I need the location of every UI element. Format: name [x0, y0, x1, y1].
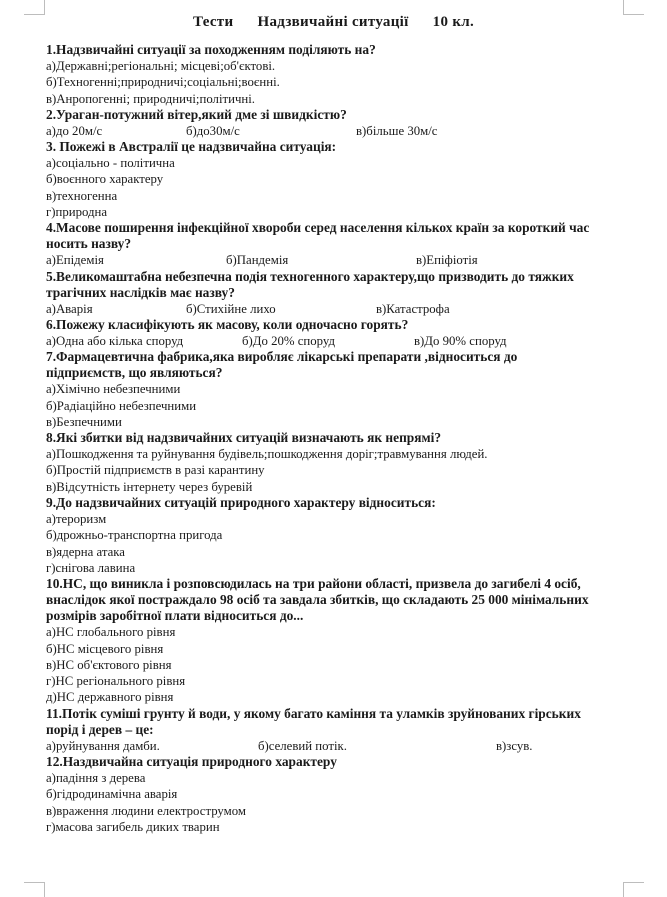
question-text	[46, 754, 636, 770]
question-block	[46, 139, 636, 220]
question-block	[46, 754, 636, 835]
answer-option: в)До 90% споруд	[414, 333, 507, 348]
question-line: носить назву?	[46, 236, 132, 252]
answer-option: б)Радіаційно небезпечними	[46, 398, 197, 413]
answer-option: б)Пандемія	[226, 253, 289, 268]
question-block	[46, 349, 636, 430]
question-text	[46, 495, 636, 511]
answer-option: в)ядерна атака	[46, 544, 125, 559]
question-text	[46, 317, 636, 333]
question-line: 7.Фармацевтична фабрика,яка виробляє лікарські препарати ,відноситься до	[46, 349, 518, 365]
answer-option: а)Аварія	[46, 301, 93, 316]
question-line: порід і дерев – це:	[46, 721, 154, 737]
answer-options-row	[46, 738, 636, 754]
question-line: 1.Надзвичайні ситуації за походженням поділяють на?	[46, 42, 376, 57]
question-line: 6.Пожежу класифікують як масову, коли одночасно горять?	[46, 316, 409, 332]
answer-option: а)Хімічно небезпечними	[46, 382, 181, 397]
question-text	[46, 430, 636, 446]
question-line: 4.Масове поширення інфекційної хвороби серед населення кількох країн за короткий час	[46, 220, 590, 236]
question-block	[46, 495, 636, 576]
answer-option: в)НС об'єктового рівня	[46, 657, 172, 672]
title-right: 10 кл.	[432, 14, 475, 30]
answer-option: в)Відсутність інтернету через буревій	[46, 479, 253, 494]
answer-option: г)снігова лавина	[46, 560, 136, 575]
question-text	[46, 576, 636, 624]
answer-option: в)Анропогенні; природничі;політичні.	[46, 91, 255, 106]
answer-option: б)селевий потік.	[258, 738, 347, 753]
answer-option: б)До 20% споруд	[242, 333, 336, 348]
answer-option: б)до30м/с	[186, 123, 240, 138]
question-block	[46, 706, 636, 754]
question-line: 5.Великомаштабна небезпечна подія техногенного характеру,що призводить до тяжких	[46, 268, 574, 284]
answer-option: а)Одна або кілька споруд	[46, 333, 184, 348]
answer-option: б)Стихійне лихо	[186, 301, 276, 316]
answer-option: а)соціально - політична	[46, 156, 175, 171]
page-corner-mark	[623, 0, 644, 15]
page-title	[0, 14, 667, 31]
answer-option: а)тероризм	[46, 512, 107, 527]
question-line: 9.До надзвичайних ситуацій природного характеру відноситься:	[46, 495, 436, 511]
question-block	[46, 317, 636, 349]
question-text	[46, 139, 636, 155]
question-block	[46, 576, 636, 705]
question-line: внаслідок якої постраждало 98 осіб та завдала збитків, що складають 25 000 мінімальних	[46, 592, 589, 608]
answer-option: а)Державні;регіональні; місцеві;об'єктові.	[46, 59, 276, 73]
page-corner-mark	[24, 0, 45, 15]
question-line: 8.Які збитки від надзвичайних ситуацій визначають як непрямі?	[46, 430, 442, 446]
question-text	[46, 706, 636, 738]
question-block	[46, 107, 636, 139]
question-text	[46, 349, 636, 381]
page-corner-mark	[623, 882, 644, 897]
question-line: 10.НС, що виникла і розповсюдилась на три райони області, призвела до загибелі 4 осіб,	[46, 576, 581, 592]
answer-option: а)Епідемія	[46, 253, 104, 268]
question-line: трагічних наслідків має назву?	[46, 284, 235, 300]
answer-option: в)Епіфіотія	[416, 253, 478, 268]
question-line: 12.Наздвичайна ситуація природного характеру	[46, 754, 337, 770]
answer-option: б)НС місцевого рівня	[46, 641, 164, 656]
answer-option: г)природна	[46, 205, 108, 220]
answer-option: б)Простій підприємств в разі карантину	[46, 463, 265, 478]
answer-options-row	[46, 301, 636, 317]
question-block	[46, 220, 636, 268]
answer-option: в)техногенна	[46, 188, 118, 203]
answer-option: в)Безпечними	[46, 414, 122, 429]
question-text	[46, 269, 636, 301]
answer-option: а)до 20м/с	[46, 123, 103, 138]
answer-option: а)Пошкодження та руйнування будівель;пошкодження доріг;травмування людей.	[46, 447, 488, 462]
answer-options-row	[46, 252, 636, 268]
test-content	[46, 42, 636, 835]
question-text	[46, 107, 636, 123]
answer-option: г)масова загибель диких тварин	[46, 819, 220, 834]
question-block	[46, 42, 636, 107]
answer-option: б)дрожньо-транспортна пригода	[46, 528, 223, 543]
answer-option: в)враження людини електрострумом	[46, 803, 247, 818]
answer-option: в)більше 30м/с	[356, 123, 438, 138]
question-text	[46, 42, 636, 58]
answer-option: б)воєнного характеру	[46, 172, 164, 187]
answer-options-row	[46, 123, 636, 139]
answer-option: а)руйнування дамби.	[46, 738, 160, 753]
question-line: 11.Потік суміші грунту й води, у якому багато каміння та уламків зруйнованих гірських	[46, 705, 581, 721]
question-block	[46, 269, 636, 317]
answer-option: д)НС державного рівня	[46, 690, 174, 705]
answer-option: б)Техногенні;природничі;соціальні;воєнні.	[46, 75, 280, 90]
answer-option: г)НС регіонального рівня	[46, 674, 186, 689]
question-line: 2.Ураган-потужний вітер,який дме зі швидкістю?	[46, 106, 347, 122]
title-left: Тести	[192, 14, 234, 30]
question-line: 3. Пожежі в Австралії це надзвичайна ситуація:	[46, 139, 337, 155]
question-line: підприємств, що являються?	[46, 365, 223, 381]
answer-option: а)НС глобального рівня	[46, 625, 176, 640]
title-middle: Надзвичайні ситуації	[257, 14, 409, 30]
answer-option: а)падіння з дерева	[46, 771, 146, 786]
answer-option: б)гідродинамічна аварія	[46, 787, 178, 802]
question-line: розмірів заробітної плати відноситься до...	[46, 608, 304, 624]
page-corner-mark	[24, 882, 45, 897]
question-block	[46, 430, 636, 495]
question-text	[46, 220, 636, 252]
answer-options-row	[46, 333, 636, 349]
answer-option: в)зсув.	[496, 738, 533, 753]
answer-option: в)Катастрофа	[376, 301, 450, 316]
